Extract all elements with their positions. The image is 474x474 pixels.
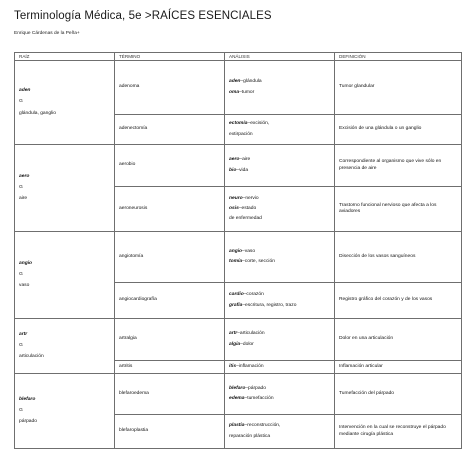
definition-cell: Inflamación articular xyxy=(335,361,462,374)
table-row xyxy=(15,232,462,283)
table-header-row xyxy=(15,53,462,61)
definition-cell: Tumor glandular xyxy=(335,61,462,115)
column-header-root: RAÍZ xyxy=(15,53,115,61)
analysis-meaning: –vida xyxy=(236,167,249,173)
table-row xyxy=(15,61,462,115)
definition-cell: Registro gráfico del corazón y de los vasos xyxy=(335,283,462,319)
analysis-part: plastia xyxy=(229,423,245,429)
analysis-cell xyxy=(225,319,335,361)
term-cell: angiotomía xyxy=(115,232,225,283)
root-origin: G xyxy=(19,99,23,105)
definition-cell: Trastorno funcional nervioso que afecta a los aviadores xyxy=(335,187,462,232)
analysis-part: aden xyxy=(229,79,241,85)
analysis-cell xyxy=(225,374,335,415)
root-meaning: glándula, ganglio xyxy=(19,110,56,116)
term-cell: blefaroplastia xyxy=(115,415,225,449)
term-cell: adenoma xyxy=(115,61,225,115)
analysis-part: edema xyxy=(229,396,245,401)
root-cell xyxy=(15,319,115,374)
root-name: aden xyxy=(19,88,31,94)
root-meaning: vaso xyxy=(19,283,30,289)
analysis-meaning: –dolor xyxy=(240,341,254,347)
root-cell xyxy=(15,145,115,232)
root-name: artr xyxy=(19,331,28,337)
analysis-part: artr xyxy=(229,331,238,337)
root-cell xyxy=(15,61,115,145)
analysis-cell xyxy=(225,283,335,319)
root-origin: G xyxy=(19,342,23,348)
analysis-part: aero xyxy=(229,157,240,163)
analysis-meaning: –aire xyxy=(239,157,251,163)
column-header-term: TÉRMINO xyxy=(115,53,225,61)
root-meaning: aire xyxy=(19,196,28,202)
column-header-definition: DEFINICIÓN xyxy=(335,53,462,61)
analysis-part: blefaro xyxy=(229,385,246,391)
root-name: aero xyxy=(19,173,30,179)
analysis-part: osis xyxy=(229,205,239,211)
definition-cell: Tumefacción del párpado xyxy=(335,374,462,415)
analysis-meaning: –vaso xyxy=(242,248,256,254)
term-cell: aeroneurosis xyxy=(115,187,225,232)
term-cell: angiocardiografía xyxy=(115,283,225,319)
analysis-cell xyxy=(225,61,335,115)
analysis-part: ectomía xyxy=(229,121,248,127)
analysis-meaning: –articulación xyxy=(237,331,265,337)
analysis-cell xyxy=(225,187,335,232)
analysis-meaning: extirpación xyxy=(229,131,253,137)
analysis-meaning: –inflamación xyxy=(236,363,264,369)
column-header-analysis: ANÁLISIS xyxy=(225,53,335,61)
analysis-meaning: –estado xyxy=(238,205,257,211)
page-title: Terminología Médica, 5e >RAÍCES ESENCIALES xyxy=(14,10,272,22)
analysis-part: cardio xyxy=(229,292,244,298)
table-row xyxy=(15,374,462,415)
analysis-part: bio xyxy=(229,167,237,173)
root-name: blefaro xyxy=(19,396,36,402)
root-meaning: párpado xyxy=(19,419,37,425)
analysis-part: oma xyxy=(229,89,240,95)
analysis-part: neuro xyxy=(229,195,243,201)
analysis-meaning: –corazón xyxy=(243,292,264,298)
term-cell: adenectomía xyxy=(115,115,225,145)
root-cell xyxy=(15,374,115,449)
analysis-meaning: –excisión, xyxy=(247,121,270,127)
analysis-cell xyxy=(225,115,335,145)
analysis-part: itis xyxy=(229,363,237,369)
definition-cell: Dolor en una articulación xyxy=(335,319,462,361)
definition-cell: Intervención en la cual se reconstruye el párpado mediante cirugía plástica xyxy=(335,415,462,449)
definition-cell: Disección de los vasos sanguíneos xyxy=(335,232,462,283)
analysis-meaning: –párpado xyxy=(245,385,266,391)
analysis-part: grafía xyxy=(229,302,243,308)
analysis-meaning: –escritura, registro, trazo xyxy=(242,302,297,308)
term-cell: blefaroedema xyxy=(115,374,225,415)
analysis-meaning: reparación plástica xyxy=(229,433,271,439)
analysis-meaning: –glándula xyxy=(240,79,262,85)
analysis-cell xyxy=(225,232,335,283)
definition-cell: Correspondiente al organismo que vive sólo en presencia de aire xyxy=(335,145,462,187)
analysis-meaning: –tumefacción xyxy=(244,396,274,401)
definition-cell: Excisión de una glándula o un ganglio xyxy=(335,115,462,145)
analysis-cell xyxy=(225,145,335,187)
root-origin: G xyxy=(19,184,23,190)
root-meaning: articulación xyxy=(19,354,44,360)
analysis-meaning: –reconstrucción, xyxy=(244,423,281,429)
table-row xyxy=(15,319,462,361)
analysis-meaning: –corte, sección xyxy=(242,259,275,264)
root-origin: G xyxy=(19,407,23,413)
roots-table xyxy=(14,52,462,449)
analysis-cell xyxy=(225,415,335,449)
root-origin: G xyxy=(19,271,23,277)
analysis-part: algia xyxy=(229,341,241,347)
author-line: Enrique Cárdenas de la Peña+ xyxy=(14,31,80,36)
analysis-meaning: de enfermedad xyxy=(229,216,262,222)
analysis-cell xyxy=(225,361,335,374)
root-cell xyxy=(15,232,115,319)
term-cell: artritis xyxy=(115,361,225,374)
root-name: angio xyxy=(19,260,33,266)
analysis-meaning: –nervio xyxy=(242,195,259,201)
analysis-part: tomía xyxy=(229,259,243,264)
table-row xyxy=(15,145,462,187)
analysis-part: angio xyxy=(229,248,243,254)
term-cell: aerobio xyxy=(115,145,225,187)
term-cell: artralgia xyxy=(115,319,225,361)
analysis-meaning: –tumor xyxy=(239,89,255,95)
